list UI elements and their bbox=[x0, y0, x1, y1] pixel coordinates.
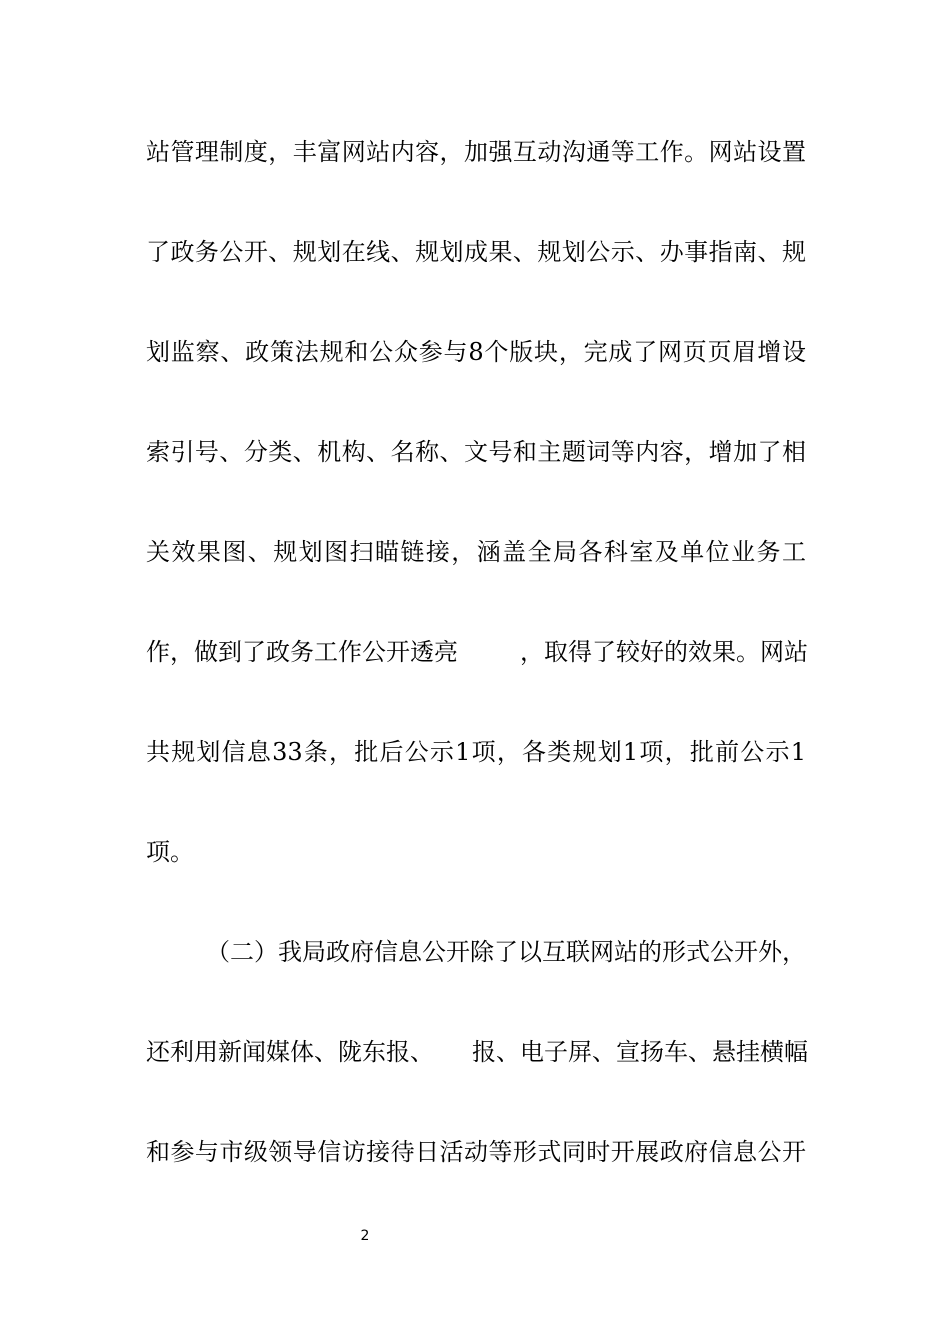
line-2-part-1: 还利用新闻媒体、陇东报、 bbox=[146, 1038, 434, 1066]
paragraph-1-line-4: 索引号、分类、机构、名称、文号和主题词等内容，增加了相 bbox=[146, 438, 806, 466]
paragraph-1-line-1: 站管理制度，丰富网站内容，加强互动沟通等工作。网站设置 bbox=[146, 138, 806, 166]
paragraph-1-line-6 bbox=[146, 637, 808, 667]
paragraph-1-line-8: 项。 bbox=[146, 838, 194, 866]
paragraph-1-line-3: 划监察、政策法规和公众参与8个版块，完成了网页页眉增设 bbox=[146, 338, 806, 366]
paragraph-1-line-2: 了政务公开、规划在线、规划成果、规划公示、办事指南、规 bbox=[146, 238, 806, 266]
page-number: 2 bbox=[360, 1228, 370, 1244]
paragraph-1-line-7: 共规划信息33条，批后公示1项，各类规划1项，批前公示1 bbox=[146, 738, 806, 766]
paragraph-1-line-5: 关效果图、规划图扫瞄链接，涵盖全局各科室及单位业务工 bbox=[146, 538, 806, 566]
paragraph-2-line-3: 和参与市级领导信访接待日活动等形式同时开展政府信息公开 bbox=[146, 1138, 806, 1166]
paragraph-2-line-1: （二）我局政府信息公开除了以互联网站的形式公开外， bbox=[206, 938, 806, 966]
line-6-part-2: ，取得了较好的效果。网站 bbox=[520, 638, 808, 666]
paragraph-2-line-2 bbox=[146, 1037, 808, 1067]
line-6-part-1: 作，做到了政务工作公开透亮 bbox=[146, 638, 458, 666]
line-2-part-2: 报、电子屏、宣扬车、悬挂横幅 bbox=[472, 1038, 808, 1066]
